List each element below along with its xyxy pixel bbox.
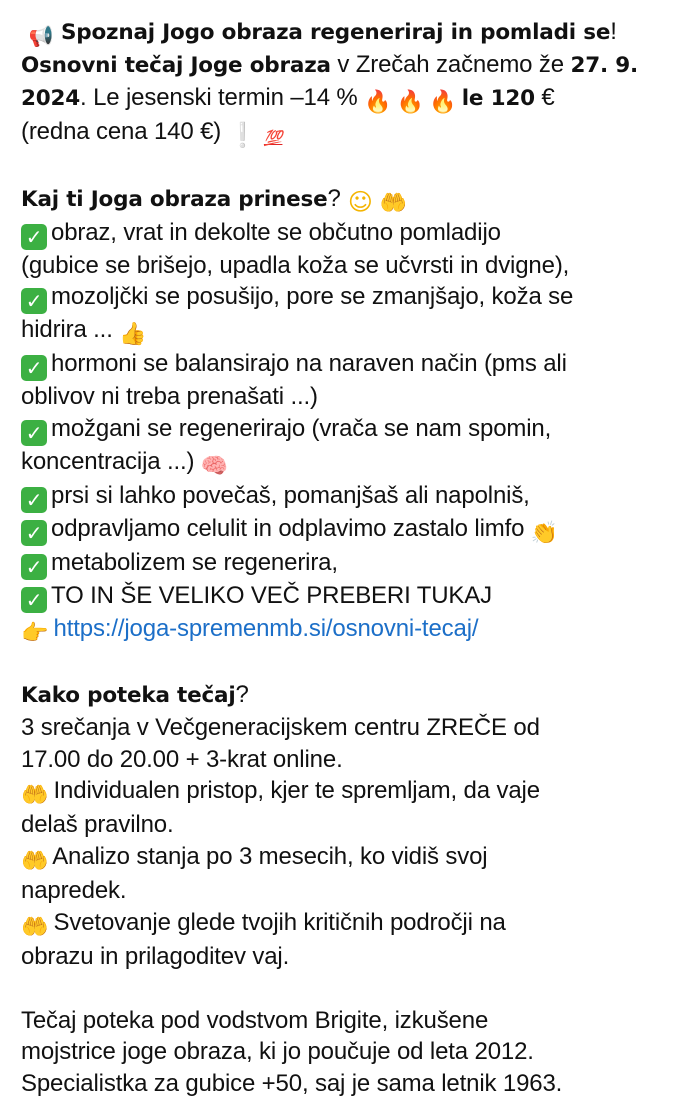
course-feature-continuation [21,875,661,907]
pointing-right-icon: 👉 [21,621,49,647]
link-line [21,613,661,647]
spacer [21,973,661,1005]
raising-hands-icon: 🤲 [379,190,408,216]
benefit-text: (gubice se brišejo, upadla koža se učvrsti in dvigne), [21,251,570,279]
benefit-text: prsi si lahko povečaš, pomanjšaš ali napolniš, [51,482,530,510]
course-link[interactable]: https://joga-spremenmb.si/osnovni-tecaj/ [53,615,479,643]
course-detail-line [21,712,661,744]
course-feature [21,841,661,875]
thumbs-up-icon: 👍 [119,322,147,348]
start-date-part2: 2024 [21,85,81,111]
check-icon: ✓ [21,487,47,513]
benefit-item [21,547,661,580]
headline-line [21,16,661,49]
clapping-hands-icon: 👏 [530,521,559,547]
benefit-item [21,348,661,381]
course-detail-line [21,744,661,776]
benefit-text: koncentracija ...) [21,448,201,476]
benefit-continuation [21,381,661,413]
intro-text-1: v Zrečah začnemo že [330,51,571,78]
benefit-text: hormoni se balansirajo na naraven način (pms ali [51,350,567,378]
headline-title: Spoznaj Jogo obraza regeneriraj in pomladi se [61,20,611,45]
course-heading-text: Kako poteka tečaj [21,682,236,708]
benefits-heading-end: ? [327,184,348,212]
benefit-item [21,480,661,513]
benefit-text: hidrira ... [21,316,120,344]
benefit-text: mozoljčki se posušijo, pore se zmanjšajo, koža se [51,283,574,311]
outro-line [21,1068,661,1100]
benefit-text: oblivov ni treba prenašati ...) [21,383,318,411]
course-heading-end: ? [235,680,249,708]
course-feature-text: napredek. [21,877,127,905]
fire-icon: 🔥 [364,89,392,115]
fire-icon: 🔥 [429,89,457,115]
benefit-continuation [21,250,661,282]
megaphone-icon: 📢 [28,24,54,48]
check-icon: ✓ [21,520,47,546]
course-heading [21,679,661,712]
benefits-heading-text: Kaj ti Joga obraza prinese [21,186,328,212]
course-feature [21,775,661,809]
benefit-continuation [21,314,661,348]
exclamation-icon: ❕ [227,120,258,149]
benefit-continuation [21,446,661,480]
outro-line [21,1036,661,1068]
course-feature-text: delaš pravilno. [21,811,174,839]
outro-text: mojstrice joge obraza, ki jo poučuje od leta 2012. [21,1038,534,1066]
benefits-heading [21,183,661,217]
raising-hands-icon: 🤲 [21,783,49,809]
course-detail-text: 17.00 do 20.00 + 3-krat online. [21,745,343,773]
benefit-item [21,217,661,250]
spacer [21,647,661,679]
course-feature-text: Svetovanje glede tvojih kritičnih področji na [53,908,506,936]
benefit-item [21,281,661,314]
smiling-face-icon: ☺ [347,187,373,216]
raising-hands-icon: 🤲 [21,849,49,875]
benefit-text: TO IN ŠE VELIKO VEČ PREBERI TUKAJ [51,582,492,610]
course-detail-text: 3 srečanja v Večgeneracijskem centru ZREČE od [21,713,540,741]
fire-icon: 🔥 [396,89,424,115]
outro-line [21,1005,661,1037]
check-icon: ✓ [21,355,47,381]
benefit-text: obraz, vrat in dekolte se občutno pomladijo [51,218,501,246]
raising-hands-icon: 🤲 [21,914,49,940]
headline-exclamation: ! [610,18,617,45]
brain-icon: 🧠 [200,454,229,480]
check-icon: ✓ [21,554,47,580]
benefit-text: metabolizem se regenerira, [51,549,338,577]
benefit-item [21,580,661,613]
outro-text: Tečaj poteka pod vodstvom Brigite, izkušene [21,1006,489,1034]
check-icon: ✓ [21,420,47,446]
benefit-text: možgani se regenerirajo (vrača se nam spomin, [51,415,552,443]
course-feature-continuation [21,941,661,973]
benefit-item [21,413,661,446]
regular-price: (redna cena 140 €) [21,117,228,145]
intro-text-2: . Le jesenski termin –14 % [80,83,365,111]
spacer [21,151,661,183]
outro-text: Specialistka za gubice +50, saj je sama letnik 1963. [21,1070,563,1098]
benefit-item [21,513,661,547]
intro-line-2 [21,82,661,116]
check-icon: ✓ [21,587,47,613]
course-feature-continuation [21,809,661,841]
discount-price: le 120 [461,85,535,111]
course-feature [21,907,661,941]
intro-line-1 [21,49,661,82]
course-feature-text: Individualen pristop, kjer te spremljam, da vaje [53,777,540,805]
start-date-part1: 27. 9. [570,53,638,78]
course-feature-text: Analizo stanja po 3 mesecih, ko vidiš svoj [52,843,488,871]
price-unit: € [534,83,555,111]
hundred-points-icon: 💯 [263,128,283,147]
benefit-text: odpravljamo celulit in odplavimo zastalo limfo [51,515,531,543]
course-name: Osnovni tečaj Joge obraza [21,53,331,78]
course-feature-text: obrazu in prilagoditev vaj. [21,942,290,970]
check-icon: ✓ [21,288,47,314]
check-icon: ✓ [21,224,47,250]
intro-line-3 [21,116,661,151]
